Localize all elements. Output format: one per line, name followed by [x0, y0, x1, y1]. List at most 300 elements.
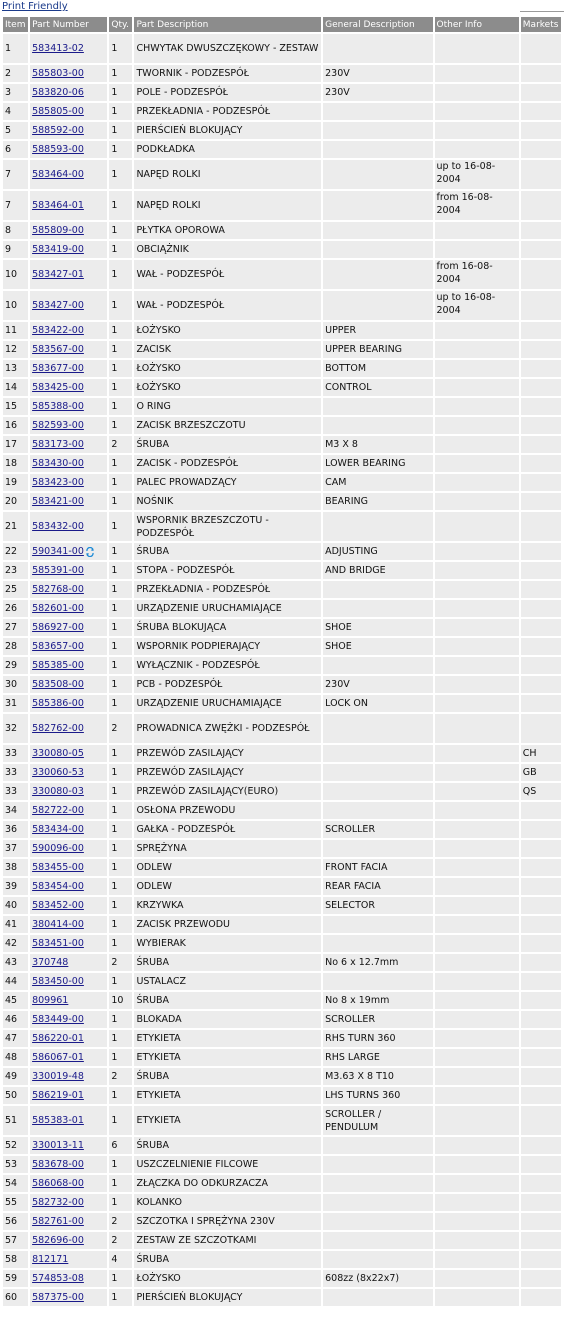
- qty-cell: 1: [109, 562, 132, 579]
- part-number-link[interactable]: 583455-00: [32, 862, 84, 873]
- part-number-link[interactable]: 583419-00: [32, 244, 84, 255]
- other-info-cell: [435, 714, 519, 743]
- general-description-cell: AND BRIDGE: [323, 562, 432, 579]
- part-number-cell: [30, 141, 107, 158]
- part-number-link[interactable]: 370748: [32, 957, 69, 968]
- table-row: [3, 745, 561, 762]
- markets-cell: [521, 619, 561, 636]
- part-number-cell: [30, 1289, 107, 1306]
- other-info-cell: [435, 1087, 519, 1104]
- table-row: [3, 455, 561, 472]
- markets-cell: [521, 543, 561, 560]
- qty-cell: 1: [109, 493, 132, 510]
- qty-cell: 1: [109, 1175, 132, 1192]
- table-row: [3, 160, 561, 189]
- other-info-cell: [435, 897, 519, 914]
- qty-cell: 1: [109, 859, 132, 876]
- part-number-link[interactable]: 586219-01: [32, 1090, 84, 1101]
- qty-cell: 1: [109, 122, 132, 139]
- other-info-cell: [435, 417, 519, 434]
- part-number-link[interactable]: 583413-02: [32, 43, 84, 54]
- part-number-link[interactable]: 585388-00: [32, 401, 84, 412]
- part-number-link[interactable]: 583454-00: [32, 881, 84, 892]
- general-description-cell: No 8 x 19mm: [323, 992, 432, 1009]
- part-number-link[interactable]: 585386-00: [32, 698, 84, 709]
- markets-cell: [521, 1106, 561, 1135]
- table-row: [3, 34, 561, 63]
- item-cell: 12: [3, 341, 28, 358]
- other-info-cell: [435, 783, 519, 800]
- part-number-cell: [30, 1068, 107, 1085]
- item-cell: 14: [3, 379, 28, 396]
- part-number-cell: [30, 512, 107, 541]
- part-number-link[interactable]: 583820-06: [32, 87, 84, 98]
- other-info-cell: [435, 493, 519, 510]
- general-description-cell: CAM: [323, 474, 432, 491]
- table-row: [3, 65, 561, 82]
- item-cell: 20: [3, 493, 28, 510]
- part-number-cell: [30, 65, 107, 82]
- other-info-cell: [435, 878, 519, 895]
- part-number-link[interactable]: 585385-00: [32, 660, 84, 671]
- other-info-cell: [435, 341, 519, 358]
- markets-cell: [521, 1156, 561, 1173]
- markets-cell: [521, 379, 561, 396]
- other-info-cell: [435, 1270, 519, 1287]
- general-description-cell: 230V: [323, 65, 432, 82]
- part-number-link[interactable]: 582722-00: [32, 805, 84, 816]
- qty-cell: 1: [109, 1049, 132, 1066]
- part-number-cell: [30, 436, 107, 453]
- table-row: [3, 764, 561, 781]
- markets-cell: [521, 859, 561, 876]
- markets-cell: [521, 1270, 561, 1287]
- qty-cell: 1: [109, 1156, 132, 1173]
- part-number-link[interactable]: 583427-01: [32, 269, 84, 280]
- markets-cell: GB: [521, 764, 561, 781]
- part-number-cell: [30, 764, 107, 781]
- part-number-cell: [30, 1251, 107, 1268]
- item-cell: 22: [3, 543, 28, 560]
- qty-cell: 1: [109, 935, 132, 952]
- markets-cell: [521, 417, 561, 434]
- part-number-link[interactable]: 586067-01: [32, 1052, 84, 1063]
- part-number-cell: [30, 676, 107, 693]
- markets-cell: [521, 34, 561, 63]
- item-cell: 48: [3, 1049, 28, 1066]
- markets-cell: [521, 65, 561, 82]
- markets-cell: [521, 222, 561, 239]
- part-description-cell: ZESTAW ZE SZCZOTKAMI: [134, 1232, 321, 1249]
- part-number-link[interactable]: 585805-00: [32, 106, 84, 117]
- item-cell: 7: [3, 160, 28, 189]
- part-description-cell: ŚRUBA: [134, 1068, 321, 1085]
- other-info-cell: [435, 322, 519, 339]
- part-number-link[interactable]: 582762-00: [32, 723, 84, 734]
- general-description-cell: [323, 222, 432, 239]
- table-row: [3, 141, 561, 158]
- table-row: [3, 1106, 561, 1135]
- part-number-link[interactable]: 330080-03: [32, 786, 84, 797]
- part-number-link[interactable]: 583173-00: [32, 439, 84, 450]
- table-row: [3, 1156, 561, 1173]
- other-info-cell: [435, 954, 519, 971]
- part-number-link[interactable]: 583452-00: [32, 900, 84, 911]
- table-row: [3, 222, 561, 239]
- general-description-cell: UPPER: [323, 322, 432, 339]
- other-info-cell: [435, 562, 519, 579]
- table-row: [3, 600, 561, 617]
- general-description-cell: 230V: [323, 84, 432, 101]
- part-number-cell: [30, 417, 107, 434]
- qty-cell: 1: [109, 840, 132, 857]
- qty-cell: 1: [109, 1087, 132, 1104]
- part-number-link[interactable]: 588593-00: [32, 144, 84, 155]
- other-info-cell: [435, 34, 519, 63]
- qty-cell: 2: [109, 436, 132, 453]
- general-description-cell: [323, 191, 432, 220]
- general-description-cell: [323, 1137, 432, 1154]
- column-header-qty: Qty.: [109, 17, 132, 32]
- qty-cell: 1: [109, 160, 132, 189]
- part-number-link[interactable]: 583508-00: [32, 679, 84, 690]
- part-description-cell: ŁOŻYSKO: [134, 322, 321, 339]
- qty-cell: 1: [109, 1194, 132, 1211]
- column-header-part-description: Part Description: [134, 17, 321, 32]
- qty-cell: 1: [109, 676, 132, 693]
- table-row: [3, 821, 561, 838]
- item-cell: 49: [3, 1068, 28, 1085]
- part-description-cell: GAŁKA - PODZESPÓŁ: [134, 821, 321, 838]
- general-description-cell: [323, 973, 432, 990]
- table-row: [3, 512, 561, 541]
- part-number-cell: [30, 973, 107, 990]
- part-number-link[interactable]: 586068-00: [32, 1178, 84, 1189]
- qty-cell: 2: [109, 1232, 132, 1249]
- replacement-arrows-icon[interactable]: [85, 547, 95, 557]
- qty-cell: 1: [109, 291, 132, 320]
- general-description-cell: [323, 935, 432, 952]
- item-cell: 60: [3, 1289, 28, 1306]
- other-info-cell: [435, 398, 519, 415]
- part-description-cell: PIERŚCIEŃ BLOKUJĄCY: [134, 122, 321, 139]
- part-description-cell: ŚRUBA: [134, 1251, 321, 1268]
- part-number-link[interactable]: 583451-00: [32, 938, 84, 949]
- other-info-cell: [435, 436, 519, 453]
- part-number-link[interactable]: 582593-00: [32, 420, 84, 431]
- table-row: [3, 1251, 561, 1268]
- table-row: [3, 1011, 561, 1028]
- part-description-cell: PRZEKŁADNIA - PODZESPÓŁ: [134, 103, 321, 120]
- qty-cell: 1: [109, 973, 132, 990]
- item-cell: 58: [3, 1251, 28, 1268]
- part-description-cell: ZACISK PRZEWODU: [134, 916, 321, 933]
- part-number-link[interactable]: 583450-00: [32, 976, 84, 987]
- part-description-cell: KOLANKO: [134, 1194, 321, 1211]
- part-number-link[interactable]: 582696-00: [32, 1235, 84, 1246]
- qty-cell: 1: [109, 360, 132, 377]
- item-cell: 54: [3, 1175, 28, 1192]
- part-number-cell: [30, 1156, 107, 1173]
- table-row: [3, 676, 561, 693]
- general-description-cell: [323, 783, 432, 800]
- part-description-cell: ZŁĄCZKA DO ODKURZACZA: [134, 1175, 321, 1192]
- print-friendly-link[interactable]: Print Friendly: [2, 1, 68, 12]
- table-row: [3, 1289, 561, 1306]
- item-cell: 33: [3, 745, 28, 762]
- part-number-link[interactable]: 585383-01: [32, 1115, 84, 1126]
- top-divider: [520, 11, 564, 12]
- part-number-link[interactable]: 583423-00: [32, 477, 84, 488]
- part-description-cell: ŚRUBA: [134, 436, 321, 453]
- table-row: [3, 714, 561, 743]
- general-description-cell: [323, 802, 432, 819]
- part-number-link[interactable]: 582732-00: [32, 1197, 84, 1208]
- markets-cell: [521, 512, 561, 541]
- table-row: [3, 1213, 561, 1230]
- general-description-cell: LHS TURNS 360: [323, 1087, 432, 1104]
- part-number-cell: [30, 1175, 107, 1192]
- general-description-cell: [323, 260, 432, 289]
- other-info-cell: [435, 543, 519, 560]
- other-info-cell: [435, 84, 519, 101]
- qty-cell: 1: [109, 802, 132, 819]
- qty-cell: 1: [109, 783, 132, 800]
- part-number-link[interactable]: 583677-00: [32, 363, 84, 374]
- other-info-cell: [435, 1194, 519, 1211]
- part-number-link[interactable]: 585803-00: [32, 68, 84, 79]
- general-description-cell: 230V: [323, 676, 432, 693]
- part-description-cell: NAPĘD ROLKI: [134, 191, 321, 220]
- part-number-cell: [30, 638, 107, 655]
- part-number-link[interactable]: 583678-00: [32, 1159, 84, 1170]
- item-cell: 34: [3, 802, 28, 819]
- qty-cell: 1: [109, 455, 132, 472]
- part-description-cell: ZACISK BRZESZCZOTU: [134, 417, 321, 434]
- item-cell: 50: [3, 1087, 28, 1104]
- item-cell: 44: [3, 973, 28, 990]
- general-description-cell: [323, 1175, 432, 1192]
- general-description-cell: [323, 1251, 432, 1268]
- qty-cell: 1: [109, 600, 132, 617]
- general-description-cell: 608zz (8x22x7): [323, 1270, 432, 1287]
- general-description-cell: LOWER BEARING: [323, 455, 432, 472]
- markets-cell: [521, 1232, 561, 1249]
- part-number-link[interactable]: 588592-00: [32, 125, 84, 136]
- table-row: [3, 291, 561, 320]
- other-info-cell: [435, 1251, 519, 1268]
- other-info-cell: [435, 1289, 519, 1306]
- part-number-cell: [30, 191, 107, 220]
- part-number-link[interactable]: 590341-00: [32, 546, 84, 557]
- part-description-cell: PROWADNICA ZWĘŻKI - PODZESPÓŁ: [134, 714, 321, 743]
- part-number-cell: [30, 935, 107, 952]
- part-description-cell: WAŁ - PODZESPÓŁ: [134, 291, 321, 320]
- item-cell: 55: [3, 1194, 28, 1211]
- other-info-cell: [435, 859, 519, 876]
- item-cell: 13: [3, 360, 28, 377]
- part-number-link[interactable]: 583427-00: [32, 300, 84, 311]
- table-row: [3, 1049, 561, 1066]
- other-info-cell: [435, 764, 519, 781]
- part-number-link[interactable]: 380414-00: [32, 919, 84, 930]
- part-number-link[interactable]: 582768-00: [32, 584, 84, 595]
- table-row: [3, 581, 561, 598]
- part-number-link[interactable]: 809961: [32, 995, 69, 1006]
- item-cell: 7: [3, 191, 28, 220]
- part-number-link[interactable]: 583449-00: [32, 1014, 84, 1025]
- part-number-link[interactable]: 587375-00: [32, 1292, 84, 1303]
- part-number-cell: [30, 581, 107, 598]
- column-header-item: Item: [3, 17, 28, 32]
- table-row: [3, 954, 561, 971]
- part-number-link[interactable]: 812171: [32, 1254, 69, 1265]
- part-number-cell: [30, 714, 107, 743]
- part-number-link[interactable]: 330060-53: [32, 767, 84, 778]
- markets-cell: [521, 821, 561, 838]
- markets-cell: [521, 1194, 561, 1211]
- part-number-cell: [30, 1011, 107, 1028]
- markets-cell: [521, 1213, 561, 1230]
- part-number-cell: [30, 322, 107, 339]
- other-info-cell: [435, 1011, 519, 1028]
- part-number-link[interactable]: 582601-00: [32, 603, 84, 614]
- table-row: [3, 84, 561, 101]
- qty-cell: 1: [109, 84, 132, 101]
- other-info-cell: [435, 222, 519, 239]
- part-number-cell: [30, 103, 107, 120]
- markets-cell: [521, 600, 561, 617]
- part-number-link[interactable]: 583567-00: [32, 344, 84, 355]
- general-description-cell: [323, 34, 432, 63]
- general-description-cell: BEARING: [323, 493, 432, 510]
- general-description-cell: [323, 1213, 432, 1230]
- markets-cell: QS: [521, 783, 561, 800]
- other-info-cell: [435, 676, 519, 693]
- markets-cell: [521, 992, 561, 1009]
- part-number-link[interactable]: 583464-00: [32, 169, 84, 180]
- part-number-link[interactable]: 583425-00: [32, 382, 84, 393]
- part-number-link[interactable]: 583434-00: [32, 824, 84, 835]
- item-cell: 29: [3, 657, 28, 674]
- item-cell: 59: [3, 1270, 28, 1287]
- markets-cell: [521, 103, 561, 120]
- part-number-link[interactable]: 590096-00: [32, 843, 84, 854]
- part-number-cell: [30, 1137, 107, 1154]
- qty-cell: 1: [109, 878, 132, 895]
- part-number-link[interactable]: 574853-08: [32, 1273, 84, 1284]
- general-description-cell: [323, 1232, 432, 1249]
- table-row: [3, 562, 561, 579]
- part-description-cell: NAPĘD ROLKI: [134, 160, 321, 189]
- part-description-cell: ŁOŻYSKO: [134, 360, 321, 377]
- part-number-cell: [30, 160, 107, 189]
- markets-cell: [521, 260, 561, 289]
- part-number-link[interactable]: 583430-00: [32, 458, 84, 469]
- part-number-link[interactable]: 330080-05: [32, 748, 84, 759]
- table-row: [3, 417, 561, 434]
- part-number-cell: [30, 474, 107, 491]
- part-number-link[interactable]: 583422-00: [32, 325, 84, 336]
- part-description-cell: USZCZELNIENIE FILCOWE: [134, 1156, 321, 1173]
- part-description-cell: ODLEW: [134, 859, 321, 876]
- item-cell: 11: [3, 322, 28, 339]
- other-info-cell: [435, 1213, 519, 1230]
- column-header-part-number: Part Number: [30, 17, 107, 32]
- part-description-cell: URZĄDZENIE URUCHAMIAJĄCE: [134, 600, 321, 617]
- part-description-cell: O RING: [134, 398, 321, 415]
- table-row: [3, 493, 561, 510]
- part-number-link[interactable]: 583464-01: [32, 200, 84, 211]
- table-row: [3, 935, 561, 952]
- markets-cell: [521, 241, 561, 258]
- general-description-cell: [323, 141, 432, 158]
- table-row: [3, 379, 561, 396]
- markets-cell: [521, 802, 561, 819]
- part-number-link[interactable]: 330019-48: [32, 1071, 84, 1082]
- other-info-cell: from 16-08-2004: [435, 260, 519, 289]
- part-description-cell: TWORNIK - PODZESPÓŁ: [134, 65, 321, 82]
- part-number-cell: [30, 84, 107, 101]
- part-description-cell: ZACISK - PODZESPÓŁ: [134, 455, 321, 472]
- part-number-cell: [30, 34, 107, 63]
- part-number-link[interactable]: 330013-11: [32, 1140, 84, 1151]
- other-info-cell: [435, 1137, 519, 1154]
- part-number-cell: [30, 341, 107, 358]
- markets-cell: [521, 1049, 561, 1066]
- part-number-cell: [30, 1049, 107, 1066]
- other-info-cell: from 16-08-2004: [435, 191, 519, 220]
- qty-cell: 2: [109, 714, 132, 743]
- item-cell: 43: [3, 954, 28, 971]
- part-number-link[interactable]: 583421-00: [32, 496, 84, 507]
- item-cell: 45: [3, 992, 28, 1009]
- general-description-cell: RHS LARGE: [323, 1049, 432, 1066]
- part-description-cell: ŚRUBA: [134, 954, 321, 971]
- markets-cell: [521, 291, 561, 320]
- part-number-link[interactable]: 582761-00: [32, 1216, 84, 1227]
- qty-cell: 2: [109, 954, 132, 971]
- markets-cell: [521, 695, 561, 712]
- item-cell: 38: [3, 859, 28, 876]
- table-row: [3, 543, 561, 560]
- part-number-link[interactable]: 585809-00: [32, 225, 84, 236]
- table-row: [3, 1270, 561, 1287]
- other-info-cell: [435, 992, 519, 1009]
- part-number-link[interactable]: 583657-00: [32, 641, 84, 652]
- other-info-cell: [435, 141, 519, 158]
- table-row: [3, 897, 561, 914]
- part-number-link[interactable]: 586927-00: [32, 622, 84, 633]
- part-description-cell: ETYKIETA: [134, 1087, 321, 1104]
- other-info-cell: [435, 379, 519, 396]
- table-row: [3, 103, 561, 120]
- general-description-cell: ADJUSTING: [323, 543, 432, 560]
- part-description-cell: BLOKADA: [134, 1011, 321, 1028]
- item-cell: 56: [3, 1213, 28, 1230]
- part-number-link[interactable]: 585391-00: [32, 565, 84, 576]
- table-row: [3, 241, 561, 258]
- part-number-link[interactable]: 583432-00: [32, 521, 84, 532]
- other-info-cell: [435, 360, 519, 377]
- qty-cell: 1: [109, 1270, 132, 1287]
- table-row: [3, 783, 561, 800]
- markets-cell: [521, 455, 561, 472]
- part-number-link[interactable]: 586220-01: [32, 1033, 84, 1044]
- qty-cell: 1: [109, 1106, 132, 1135]
- item-cell: 23: [3, 562, 28, 579]
- general-description-cell: SCROLLER: [323, 821, 432, 838]
